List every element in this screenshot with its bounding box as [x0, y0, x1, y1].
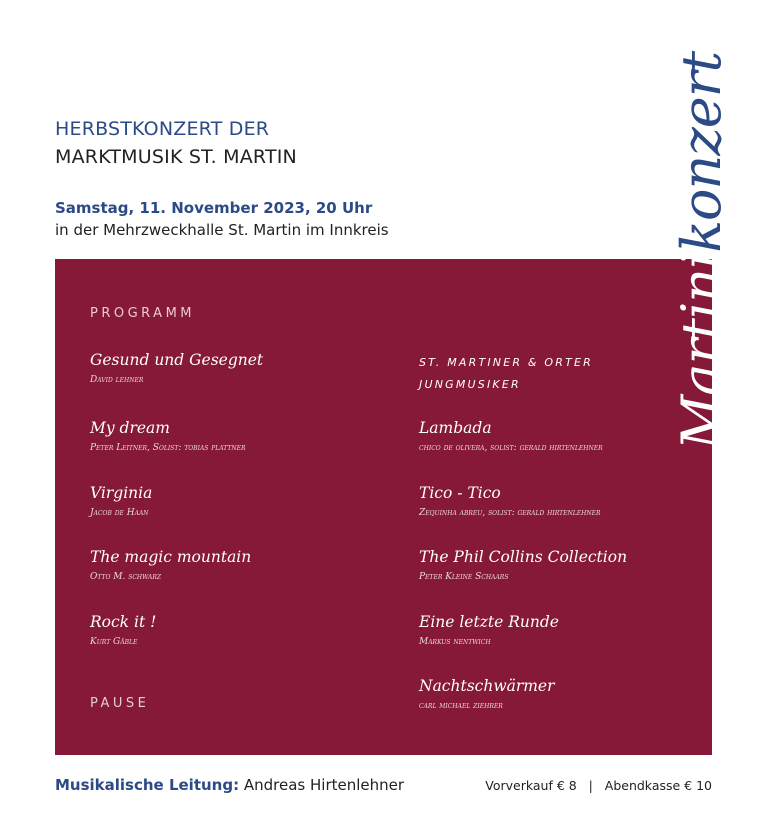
guest-line1: ST. MARTINER & ORTER	[419, 356, 594, 369]
program-item	[419, 548, 627, 582]
piece-title: Virginia	[90, 484, 153, 502]
program-item	[419, 484, 601, 518]
piece-title: Lambada	[419, 419, 492, 437]
pause-label: PAUSE	[90, 696, 150, 711]
piece-credit: chico de olivera, solist: gerald hirtenlehner	[419, 443, 603, 453]
piece-title: Nachtschwärmer	[419, 677, 555, 695]
event-title-line2: MARKTMUSIK ST. MARTIN	[55, 146, 297, 168]
piece-title: Eine letzte Runde	[419, 613, 559, 631]
program-item	[90, 484, 152, 518]
program-item	[90, 419, 246, 453]
event-date: Samstag, 11. November 2023, 20 Uhr	[55, 199, 373, 217]
script-part-2: konzert	[670, 51, 733, 253]
director-name: Andreas Hirtenlehner	[243, 776, 405, 794]
program-heading: PROGRAMM	[90, 306, 196, 321]
piece-credit: David lehner	[90, 375, 144, 385]
program-item	[419, 677, 555, 711]
event-venue: in der Mehrzweckhalle St. Martin im Innkreis	[55, 221, 389, 239]
script-part-1: Martini	[670, 252, 733, 450]
piece-credit: Peter Leitner, Solist: tobias plattner	[90, 443, 246, 453]
piece-credit: Markus nentwich	[419, 637, 491, 647]
piece-credit: Peter Kleine Schaars	[419, 572, 509, 582]
program-item	[419, 419, 603, 453]
piece-title: Gesund und Gesegnet	[90, 351, 264, 369]
program-item	[419, 613, 559, 647]
event-title-line1: HERBSTKONZERT DER	[55, 118, 270, 140]
ticket-prices: Vorverkauf € 8 | Abendkasse € 10	[485, 778, 712, 793]
piece-title: Tico - Tico	[419, 484, 501, 502]
musical-director	[55, 776, 404, 794]
piece-title: Rock it !	[90, 613, 157, 631]
program-panel	[55, 259, 712, 755]
piece-title: The magic mountain	[90, 548, 252, 566]
program-item	[90, 613, 156, 647]
piece-credit: Otto M. schwarz	[90, 572, 162, 582]
martinikonzert-script-title	[667, 51, 737, 450]
program-item	[90, 351, 263, 385]
piece-credit: Kurt Gäble	[90, 637, 138, 647]
program-item	[90, 548, 251, 582]
piece-title: The Phil Collins Collection	[419, 548, 628, 566]
director-label: Musikalische Leitung:	[55, 776, 240, 794]
guest-ensemble	[419, 352, 593, 396]
guest-line2: JUNGMUSIKER	[419, 378, 521, 391]
piece-credit: Zequinha abreu, solist: gerald hirtenlehner	[419, 508, 601, 518]
piece-title: My dream	[90, 419, 170, 437]
piece-credit: Jacob de Haan	[90, 508, 149, 518]
piece-credit: carl michael ziehrer	[419, 701, 503, 711]
